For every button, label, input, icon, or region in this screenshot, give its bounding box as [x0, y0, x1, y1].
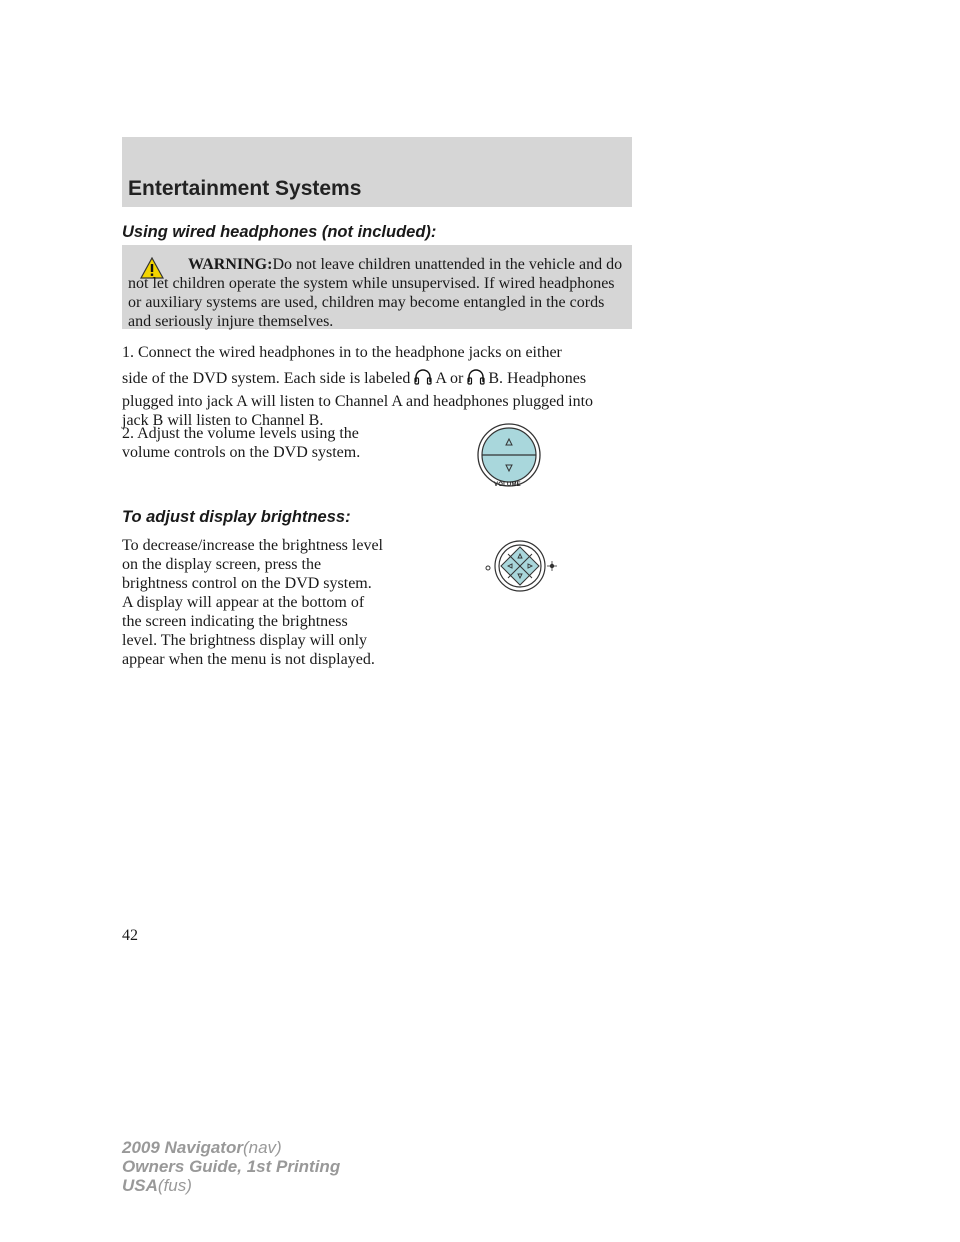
- footer-region: USA: [122, 1176, 158, 1195]
- footer-region-code: (fus): [157, 1176, 192, 1195]
- brightness-control-icon: [480, 536, 560, 596]
- headphones-heading: Using wired headphones (not included):: [122, 223, 437, 241]
- brightness-text: To decrease/increase the brightness level on the display screen, press the brightness control on the DVD system. A display will appear at the bottom of the screen indicating the brightness level. The brightness display will only appear when the menu is not displayed.: [122, 537, 383, 668]
- section-header-band: [122, 137, 632, 207]
- warning-text: [128, 255, 628, 331]
- step-1-paragraph: [122, 343, 634, 430]
- step-1-text: side of the DVD system. Each side is labeled: [122, 370, 411, 387]
- footer-printing-info: [122, 1138, 340, 1195]
- brightness-heading: To adjust display brightness:: [122, 508, 351, 526]
- step-1-text: A or: [435, 370, 464, 387]
- warning-box: [122, 245, 632, 329]
- headphone-icon: [414, 368, 432, 385]
- page-section-title: Entertainment Systems: [128, 177, 362, 200]
- warning-label: WARNING:: [188, 256, 273, 273]
- warning-message: Do not leave children unattended in the vehicle and do not let children operate the system while unsupervised. If wired headphones or auxiliary systems are used, children may become entangled in the cords and seriously injure themselves.: [128, 256, 623, 330]
- step-1-line: plugged into jack A will listen to Channel A and headphones plugged into: [122, 393, 594, 410]
- footer-model-code: (nav): [242, 1138, 282, 1157]
- page-number: 42: [122, 927, 138, 944]
- step-1-line: 1. Connect the wired headphones in to the headphone jacks on either: [122, 344, 562, 361]
- step-1-line: jack B will listen to Channel B.: [122, 412, 324, 429]
- volume-label: VOLUME: [494, 482, 521, 488]
- step-1-text: B. Headphones: [488, 370, 587, 387]
- step-2-paragraph: 2. Adjust the volume levels using the volume controls on the DVD system.: [122, 425, 361, 461]
- headphone-icon: [467, 368, 485, 385]
- step-1-line: [122, 368, 634, 388]
- footer-model: 2009 Navigator: [122, 1138, 243, 1157]
- footer-guide: Owners Guide, 1st Printing: [122, 1157, 341, 1176]
